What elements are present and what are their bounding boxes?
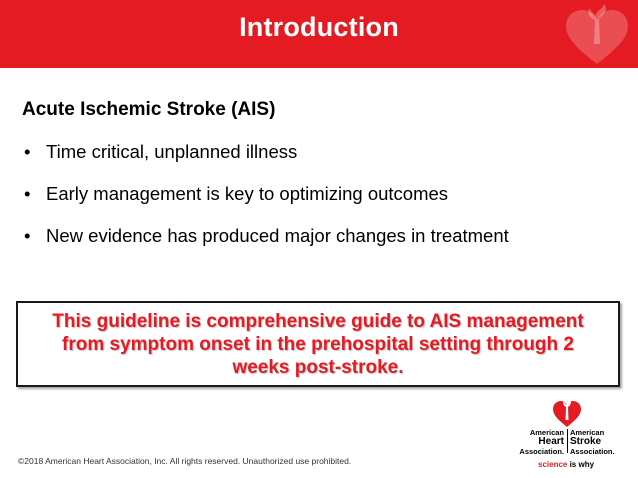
- header-torch-heart-icon: [562, 4, 632, 68]
- bullet-glyph: •: [24, 183, 31, 204]
- section-heading: Acute Ischemic Stroke (AIS): [22, 99, 276, 120]
- list-item-text: Time critical, unplanned illness: [46, 141, 298, 162]
- page-title: Introduction: [239, 12, 399, 42]
- list-item-text: New evidence has produced major changes in treatment: [46, 225, 509, 246]
- logo-text: Stroke: [570, 436, 602, 447]
- logo-text: Association.: [519, 447, 564, 456]
- torch-heart-icon: [552, 398, 582, 428]
- logo-tagline: [538, 460, 594, 469]
- logo-text: American: [529, 428, 564, 437]
- callout-text: This guideline is comprehensive guide to AIS management from symptom onset in the prehospital setting through 2 weeks post-stroke.: [52, 310, 584, 378]
- header-bar: [0, 0, 638, 68]
- logo-text: American: [570, 428, 605, 437]
- copyright-notice: ©2018 American Heart Association, Inc. All rights reserved. Unauthorized use prohibited.: [18, 456, 352, 466]
- bullet-glyph: •: [24, 225, 31, 246]
- list-item: [22, 224, 509, 248]
- logo-divider: [567, 429, 568, 453]
- aha-wordmark: [508, 428, 564, 456]
- callout-box: [16, 301, 620, 387]
- tagline-is-why: is why: [567, 460, 595, 469]
- list-item: [22, 140, 509, 164]
- tagline-science: science: [538, 460, 568, 469]
- logo-text: Association.: [570, 447, 615, 456]
- list-item: [22, 182, 509, 206]
- list-item-text: Early management is key to optimizing outcomes: [46, 183, 449, 204]
- aha-asa-logo: [508, 398, 628, 474]
- logo-text: Heart: [538, 436, 564, 447]
- bullet-glyph: •: [24, 141, 31, 162]
- bullet-list: [22, 140, 509, 266]
- asa-wordmark: [570, 428, 628, 456]
